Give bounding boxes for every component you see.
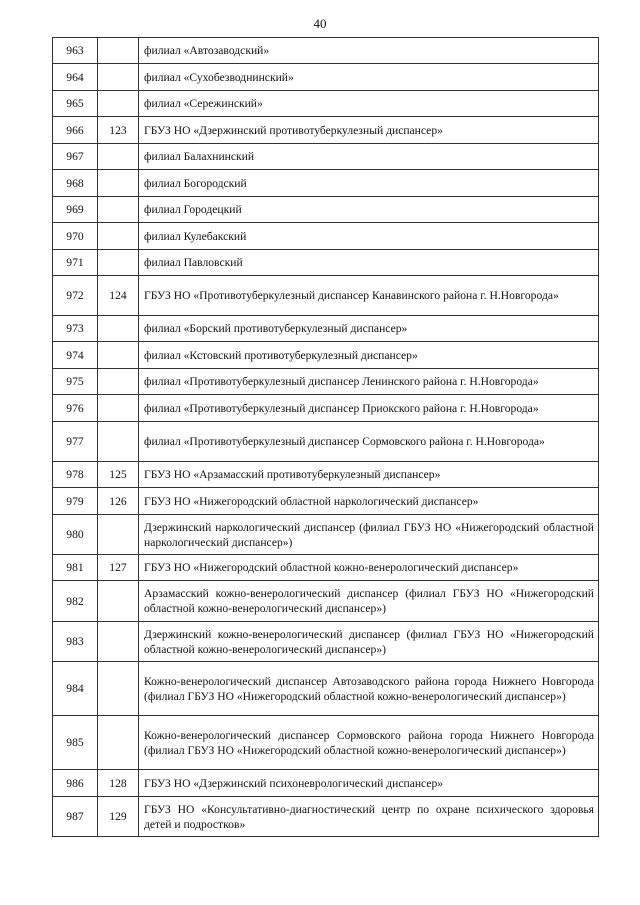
- institution-code: [98, 170, 139, 197]
- row-number: 964: [53, 64, 98, 91]
- table-row: [53, 716, 599, 770]
- row-number: 980: [53, 515, 98, 555]
- institution-code: [98, 91, 139, 117]
- institution-code: [98, 395, 139, 422]
- institution-code: [98, 38, 139, 64]
- institution-name: филиал «Сухобезводнинский»: [139, 64, 599, 91]
- institution-code: [98, 662, 139, 716]
- row-number: 966: [53, 117, 98, 144]
- table-row: [53, 488, 599, 515]
- institution-name: филиал Богородский: [139, 170, 599, 197]
- institution-name: ГБУЗ НО «Нижегородский областной наркологический диспансер»: [139, 488, 599, 515]
- institution-name: ГБУЗ НО «Дзержинский противотуберкулезный диспансер»: [139, 117, 599, 144]
- institution-code: 127: [98, 555, 139, 581]
- registry-table-body: [53, 38, 599, 837]
- institution-name: филиал «Кстовский противотуберкулезный диспансер»: [139, 342, 599, 369]
- row-number: 963: [53, 38, 98, 64]
- institution-name: ГБУЗ НО «Дзержинский психоневрологический диспансер»: [139, 770, 599, 797]
- table-row: [53, 38, 599, 64]
- row-number: 975: [53, 369, 98, 395]
- table-row: [53, 770, 599, 797]
- institution-code: 128: [98, 770, 139, 797]
- institution-name: филиал «Противотуберкулезный диспансер Ленинского района г. Н.Новгорода»: [139, 369, 599, 395]
- institution-code: 125: [98, 462, 139, 488]
- row-number: 983: [53, 622, 98, 662]
- row-number: 978: [53, 462, 98, 488]
- row-number: 986: [53, 770, 98, 797]
- row-number: 969: [53, 197, 98, 223]
- institution-code: [98, 515, 139, 555]
- table-row: [53, 462, 599, 488]
- institution-name: филиал «Борский противотуберкулезный диспансер»: [139, 316, 599, 342]
- institution-code: [98, 581, 139, 622]
- institution-code: [98, 316, 139, 342]
- table-row: [53, 797, 599, 837]
- institution-name: филиал Павловский: [139, 250, 599, 276]
- row-number: 977: [53, 422, 98, 462]
- institution-code: [98, 197, 139, 223]
- table-row: [53, 622, 599, 662]
- table-row: [53, 515, 599, 555]
- institution-name: Арзамасский кожно-венерологический диспансер (филиал ГБУЗ НО «Нижегородский областной кожно-венерологический диспансер»): [139, 581, 599, 622]
- registry-table: [52, 37, 599, 837]
- row-number: 970: [53, 223, 98, 250]
- institution-code: [98, 144, 139, 170]
- institution-name: Дзержинский наркологический диспансер (филиал ГБУЗ НО «Нижегородский областной наркологический диспансер»): [139, 515, 599, 555]
- row-number: 968: [53, 170, 98, 197]
- institution-name: филиал «Автозаводский»: [139, 38, 599, 64]
- institution-name: Дзержинский кожно-венерологический диспансер (филиал ГБУЗ НО «Нижегородский областной кожно-венерологический диспансер»): [139, 622, 599, 662]
- institution-code: [98, 422, 139, 462]
- table-row: [53, 91, 599, 117]
- table-row: [53, 369, 599, 395]
- institution-name: филиал «Противотуберкулезный диспансер Приокского района г. Н.Новгорода»: [139, 395, 599, 422]
- table-row: [53, 395, 599, 422]
- row-number: 965: [53, 91, 98, 117]
- table-row: [53, 64, 599, 91]
- row-number: 984: [53, 662, 98, 716]
- row-number: 971: [53, 250, 98, 276]
- table-row: [53, 342, 599, 369]
- institution-name: Кожно-венерологический диспансер Автозаводского района города Нижнего Новгорода (филиал ГБУЗ НО «Нижегородский областной кожно-венерологический диспансер»): [139, 662, 599, 716]
- institution-code: 123: [98, 117, 139, 144]
- institution-code: 124: [98, 276, 139, 316]
- institution-code: 126: [98, 488, 139, 515]
- institution-name: Кожно-венерологический диспансер Сормовского района города Нижнего Новгорода (филиал ГБУЗ НО «Нижегородский областной кожно-венерологический диспансер»): [139, 716, 599, 770]
- institution-code: [98, 369, 139, 395]
- institution-name: филиал Балахнинский: [139, 144, 599, 170]
- row-number: 979: [53, 488, 98, 515]
- table-row: [53, 422, 599, 462]
- institution-name: филиал «Противотуберкулезный диспансер Сормовского района г. Н.Новгорода»: [139, 422, 599, 462]
- table-row: [53, 170, 599, 197]
- institution-code: [98, 223, 139, 250]
- row-number: 972: [53, 276, 98, 316]
- row-number: 967: [53, 144, 98, 170]
- institution-name: ГБУЗ НО «Арзамасский противотуберкулезный диспансер»: [139, 462, 599, 488]
- table-row: [53, 117, 599, 144]
- table-row: [53, 662, 599, 716]
- table-row: [53, 276, 599, 316]
- page-number: 40: [313, 16, 327, 31]
- row-number: 973: [53, 316, 98, 342]
- institution-name: филиал Городецкий: [139, 197, 599, 223]
- row-number: 976: [53, 395, 98, 422]
- row-number: 987: [53, 797, 98, 837]
- institution-name: ГБУЗ НО «Противотуберкулезный диспансер Канавинского района г. Н.Новгорода»: [139, 276, 599, 316]
- row-number: 985: [53, 716, 98, 770]
- table-row: [53, 250, 599, 276]
- row-number: 981: [53, 555, 98, 581]
- table-row: [53, 197, 599, 223]
- institution-code: [98, 716, 139, 770]
- table-row: [53, 223, 599, 250]
- institution-code: [98, 342, 139, 369]
- institution-code: [98, 250, 139, 276]
- institution-name: ГБУЗ НО «Нижегородский областной кожно-венерологический диспансер»: [139, 555, 599, 581]
- institution-name: филиал «Сережинский»: [139, 91, 599, 117]
- table-row: [53, 581, 599, 622]
- institution-name: филиал Кулебакский: [139, 223, 599, 250]
- institution-code: [98, 64, 139, 91]
- institution-code: 129: [98, 797, 139, 837]
- row-number: 974: [53, 342, 98, 369]
- table-row: [53, 555, 599, 581]
- institution-name: ГБУЗ НО «Консультативно-диагностический центр по охране психического здоровья детей и подростков»: [139, 797, 599, 837]
- institution-code: [98, 622, 139, 662]
- row-number: 982: [53, 581, 98, 622]
- table-row: [53, 144, 599, 170]
- table-row: [53, 316, 599, 342]
